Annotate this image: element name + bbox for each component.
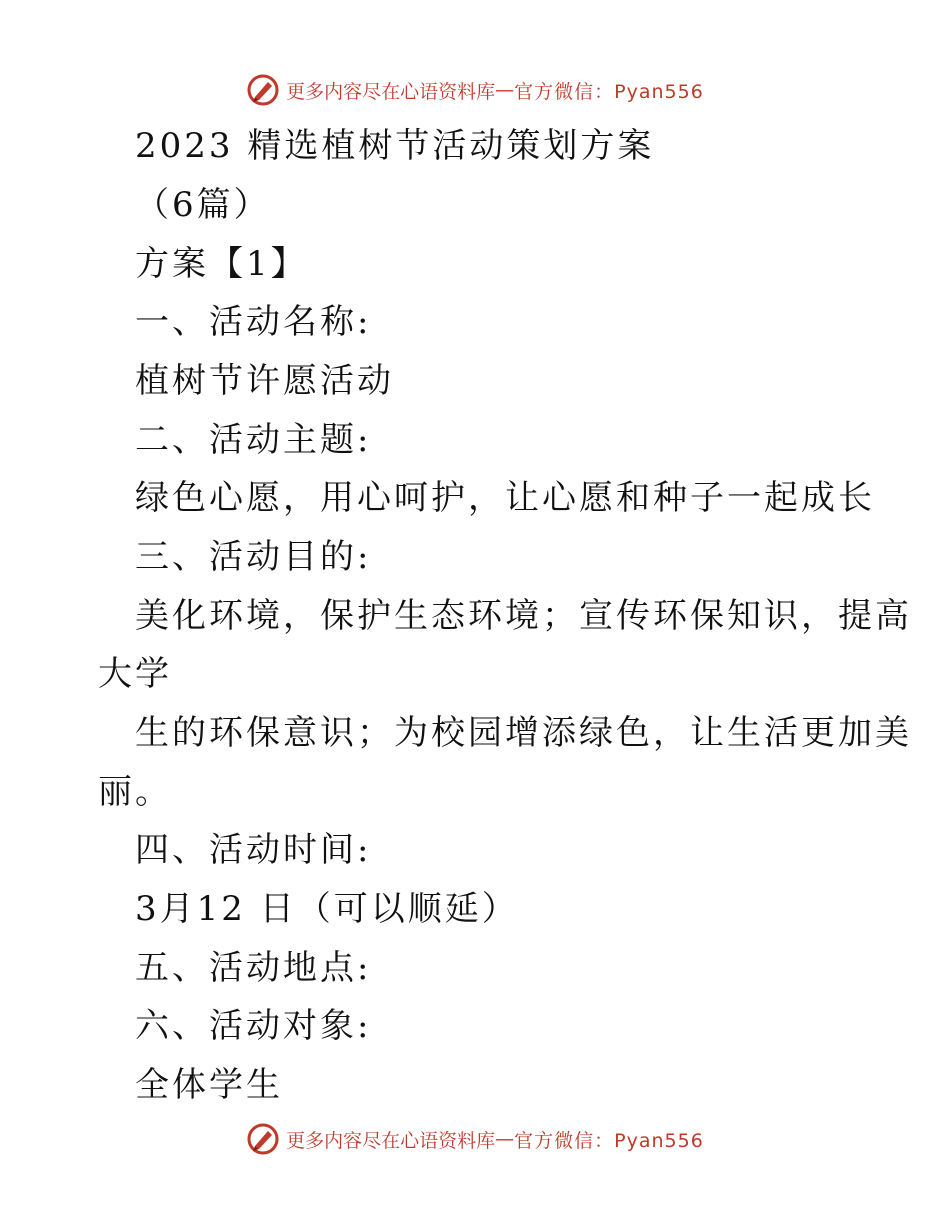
item-heading: 三、活动目的: (135, 537, 372, 577)
item-heading: 一、活动名称: (135, 302, 372, 342)
item-heading: 五、活动地点: (135, 948, 372, 988)
paragraph-line: 植树节许愿活动 (135, 361, 394, 401)
paragraph-line: 美化环境，保护生态环境；宣传环保知识，提高 (135, 596, 912, 636)
banner-text: 更多内容尽在心语资料库 (286, 1129, 496, 1152)
banner-text: 更多内容尽在心语资料库 (286, 80, 496, 103)
paragraph-line: 3月12 日（可以顺延） (135, 889, 519, 929)
paragraph-line: 丽。 (98, 772, 172, 812)
pen-logo-icon (246, 73, 280, 107)
banner-separator: — (495, 1128, 515, 1150)
paragraph-line: 全体学生 (135, 1065, 283, 1105)
paragraph-line: 绿色心愿，用心呵护，让心愿和种子一起成长 (135, 478, 875, 518)
paragraph-line: 生的环保意识；为校园增添绿色，让生活更加美 (135, 713, 912, 753)
item-heading: 二、活动主题: (135, 420, 372, 460)
banner-wechat: 官方微信：Pyan556 (514, 1129, 704, 1152)
header-banner (0, 70, 950, 110)
section-heading: 方案【1】 (135, 244, 308, 284)
footer-banner (0, 1119, 950, 1159)
document-subtitle: （6篇） (135, 185, 271, 225)
banner-wechat: 官方微信：Pyan556 (514, 80, 704, 103)
document-title: 2023 精选植树节活动策划方案 (135, 126, 655, 166)
paragraph-line: 大学 (98, 654, 172, 694)
item-heading: 四、活动时间: (135, 830, 372, 870)
pen-logo-icon (246, 1122, 280, 1156)
item-heading: 六、活动对象: (135, 1006, 372, 1046)
banner-separator: — (495, 79, 515, 101)
